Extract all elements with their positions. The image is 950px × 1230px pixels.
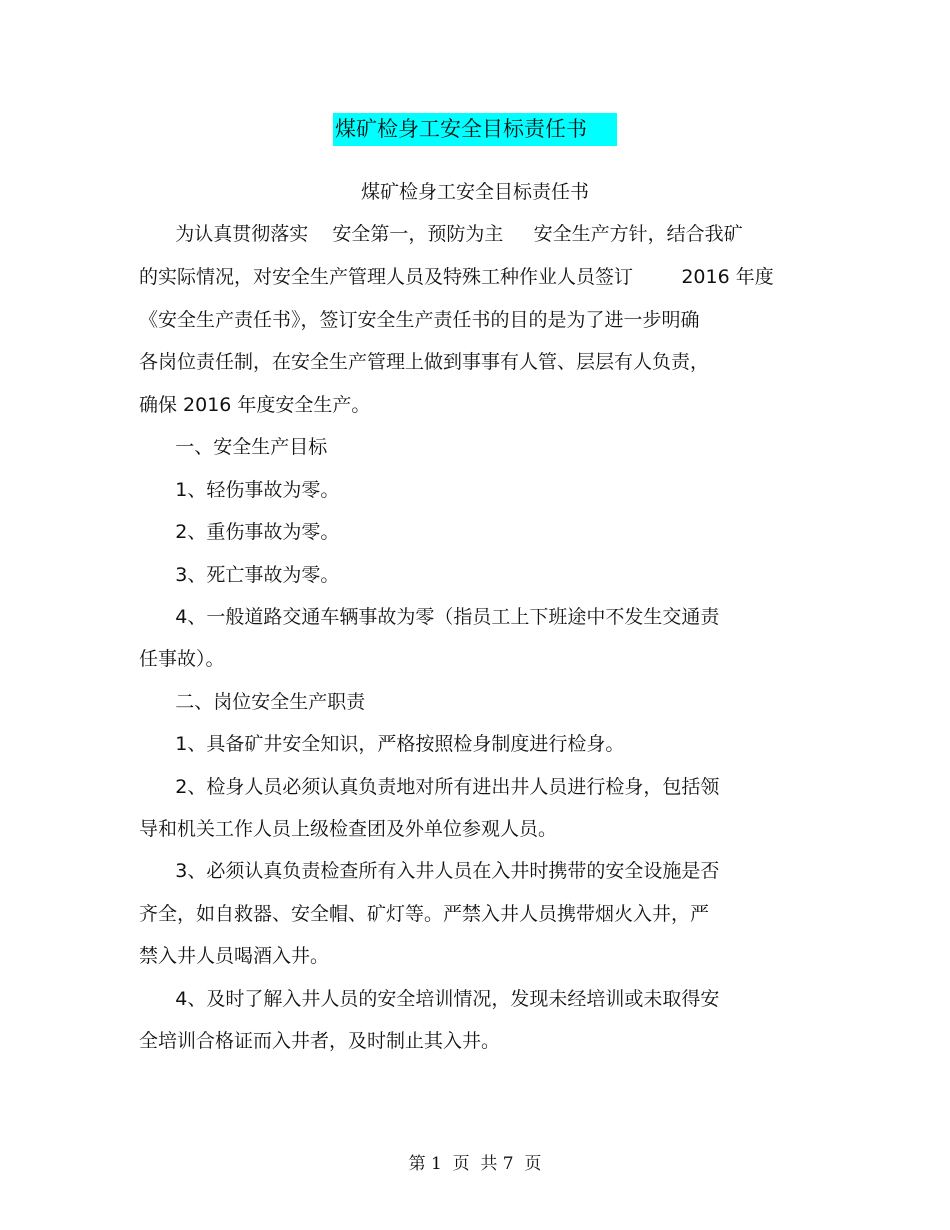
document-subtitle: 煤矿检身工安全目标责任书 [360, 181, 589, 203]
paragraph-line: 确保 2016 年度安全生产。 [139, 394, 371, 416]
document-title: 煤矿检身工安全目标责任书 [333, 113, 617, 146]
paragraph-line: 《安全生产责任书》，签订安全生产责任书的目的是为了进一步明确 [139, 309, 700, 331]
section-heading: 二、岗位安全生产职责 [139, 691, 366, 713]
paragraph-line: 齐全，如自救器、安全帽、矿灯等。严禁入井人员携带烟火入井，严 [139, 903, 710, 925]
paragraph-line: 任事故）。 [139, 648, 225, 670]
paragraph-line: 的实际情况，对安全生产管理人员及特殊工种作业人员签订 2016 年度 [139, 266, 774, 288]
list-item: 1、具备矿井安全知识，严格按照检身制度进行检身。 [139, 733, 625, 755]
list-item: 4、一般道路交通车辆事故为零（指员工上下班途中不发生交通责 [139, 606, 720, 628]
list-item: 2、重伤事故为零。 [139, 521, 340, 543]
page-number-footer: 第 1 页 共 7 页 [408, 1154, 542, 1174]
paragraph-line: 各岗位责任制，在安全生产管理上做到事事有人管、层层有人负责， [139, 351, 710, 373]
list-item: 1、轻伤事故为零。 [139, 479, 340, 501]
paragraph-line: 为认真贯彻落实 安全第一，预防为主 安全生产方针，结合我矿 [139, 223, 743, 245]
title-container [0, 113, 950, 146]
list-item: 3、必须认真负责检查所有入井人员在入井时携带的安全设施是否 [139, 860, 720, 882]
paragraph-line: 导和机关工作人员上级检查团及外单位参观人员。 [139, 818, 558, 840]
section-heading: 一、安全生产目标 [139, 436, 328, 458]
paragraph-line: 禁入井人员喝酒入井。 [139, 945, 330, 967]
list-item: 4、及时了解入井人员的安全培训情况，发现未经培训或未取得安 [139, 988, 720, 1010]
paragraph-line: 全培训合格证而入井者，及时制止其入井。 [139, 1030, 501, 1052]
list-item: 3、死亡事故为零。 [139, 564, 340, 586]
list-item: 2、检身人员必须认真负责地对所有进出井人员进行检身，包括领 [139, 776, 720, 798]
